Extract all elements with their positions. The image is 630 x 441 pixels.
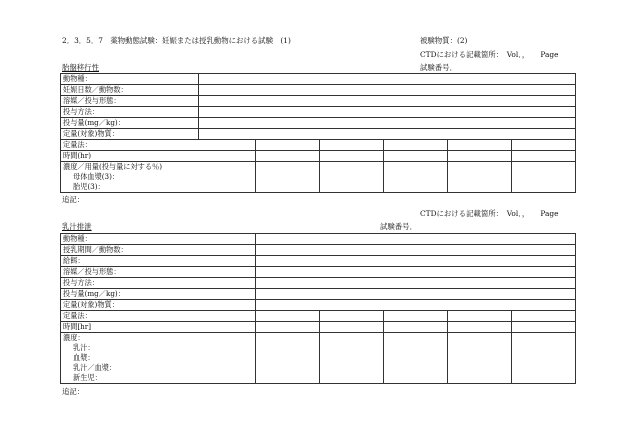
row-label-gestation-days: 妊娠日数／動物数： xyxy=(61,85,199,96)
row-label-vehicle: 溶媒／投与形態： xyxy=(61,96,199,107)
value-cell[interactable] xyxy=(512,333,576,384)
concentration-label-cell xyxy=(61,162,256,193)
value-cell[interactable] xyxy=(448,311,512,322)
placental-info-table xyxy=(60,73,576,140)
value-cell[interactable] xyxy=(256,234,576,245)
milk-plasma-ratio-label: 乳汁／血漿： xyxy=(73,363,117,372)
time-cell[interactable] xyxy=(320,322,384,333)
value-cell[interactable] xyxy=(199,107,576,118)
row-label-analyte: 定量(対象)物質： xyxy=(61,129,199,140)
table-row xyxy=(61,300,576,311)
row-label-species: 動物種： xyxy=(61,74,199,85)
row-label-feeding: 給餌： xyxy=(61,256,256,267)
value-cell[interactable] xyxy=(320,162,384,193)
time-cell[interactable] xyxy=(448,151,512,162)
value-cell[interactable] xyxy=(512,162,576,193)
table-row xyxy=(61,256,576,267)
table-row xyxy=(61,96,576,107)
row-label-assay: 定量法： xyxy=(61,311,256,322)
time-cell[interactable] xyxy=(512,151,576,162)
concentration-label-cell xyxy=(61,333,256,384)
value-cell[interactable] xyxy=(448,140,512,151)
milk-data-table xyxy=(60,310,576,384)
table-row xyxy=(61,267,576,278)
section-heading-placental-transfer: 胎盤移行性 xyxy=(62,63,99,72)
table-row xyxy=(61,162,576,193)
value-cell[interactable] xyxy=(199,96,576,107)
table-row xyxy=(61,151,576,162)
value-cell[interactable] xyxy=(199,129,576,140)
test-substance: 被験物質：(2) xyxy=(420,36,468,45)
row-label-dose: 投与量(mg／kg)： xyxy=(61,118,199,129)
time-cell[interactable] xyxy=(448,322,512,333)
study-number: 試験番号． xyxy=(420,63,457,72)
table-row xyxy=(61,107,576,118)
value-cell[interactable] xyxy=(199,74,576,85)
notes-label-2: 追記： xyxy=(62,387,85,396)
table-row xyxy=(61,129,576,140)
value-cell[interactable] xyxy=(256,278,576,289)
time-cell[interactable] xyxy=(256,151,320,162)
milk-label: 乳汁： xyxy=(73,343,95,352)
value-cell[interactable] xyxy=(320,311,384,322)
notes-label: 追記： xyxy=(62,195,85,204)
concentration-label: 濃度： xyxy=(63,333,85,342)
row-label-method: 投与方法： xyxy=(61,278,256,289)
time-cell[interactable] xyxy=(384,322,448,333)
row-label-assay: 定量法： xyxy=(61,140,256,151)
time-cell[interactable] xyxy=(320,151,384,162)
value-cell[interactable] xyxy=(256,267,576,278)
value-cell[interactable] xyxy=(448,162,512,193)
maternal-plasma-label: 母体血漿(3)： xyxy=(73,172,120,181)
time-cell[interactable] xyxy=(384,151,448,162)
row-label-analyte: 定量(対象)物質： xyxy=(61,300,256,311)
value-cell[interactable] xyxy=(384,311,448,322)
placental-data-table xyxy=(60,139,576,193)
row-label-time: 時間(hr) xyxy=(61,151,256,162)
row-label-time: 時間[hr] xyxy=(61,322,256,333)
plasma-label: 血漿： xyxy=(73,353,95,362)
value-cell[interactable] xyxy=(256,140,320,151)
concentration-label: 濃度／用量(投与量に対する％) xyxy=(63,162,163,171)
table-row xyxy=(61,118,576,129)
value-cell[interactable] xyxy=(256,256,576,267)
value-cell[interactable] xyxy=(384,140,448,151)
table-row xyxy=(61,289,576,300)
table-row xyxy=(61,140,576,151)
value-cell[interactable] xyxy=(320,333,384,384)
value-cell[interactable] xyxy=(384,333,448,384)
value-cell[interactable] xyxy=(256,162,320,193)
value-cell[interactable] xyxy=(384,162,448,193)
row-label-lactation: 授乳期間／動物数： xyxy=(61,245,256,256)
time-cell[interactable] xyxy=(512,322,576,333)
table-row xyxy=(61,85,576,96)
value-cell[interactable] xyxy=(256,333,320,384)
milk-info-table xyxy=(60,233,576,311)
value-cell[interactable] xyxy=(320,140,384,151)
value-cell[interactable] xyxy=(256,289,576,300)
table-row xyxy=(61,245,576,256)
table-row xyxy=(61,278,576,289)
value-cell[interactable] xyxy=(512,140,576,151)
ctd-reference: CTDにおける記載箇所： Vol．， Page xyxy=(420,50,559,59)
value-cell[interactable] xyxy=(256,245,576,256)
row-label-dose: 投与量(mg／kg)： xyxy=(61,289,256,300)
study-number-2: 試験番号． xyxy=(380,222,417,231)
table-row xyxy=(61,322,576,333)
table-row xyxy=(61,74,576,85)
value-cell[interactable] xyxy=(512,311,576,322)
table-row xyxy=(61,311,576,322)
value-cell[interactable] xyxy=(199,118,576,129)
ctd-reference-2: CTDにおける記載箇所： Vol．， Page xyxy=(420,209,559,218)
table-row xyxy=(61,234,576,245)
section-heading-milk-excretion: 乳汁排泄 xyxy=(62,222,92,231)
value-cell[interactable] xyxy=(256,311,320,322)
value-cell[interactable] xyxy=(448,333,512,384)
row-label-method: 投与方法： xyxy=(61,107,199,118)
table-row xyxy=(61,333,576,384)
row-label-vehicle: 溶媒／投与形態： xyxy=(61,267,256,278)
row-label-species: 動物種： xyxy=(61,234,256,245)
value-cell[interactable] xyxy=(199,85,576,96)
page-title: 2．3．5．7 薬物動態試験：妊娠または授乳動物における試験 (1) xyxy=(62,36,291,45)
value-cell[interactable] xyxy=(256,300,576,311)
newborn-label: 新生児： xyxy=(73,373,102,382)
fetus-label: 胎児(3)： xyxy=(73,182,105,191)
time-cell[interactable] xyxy=(256,322,320,333)
